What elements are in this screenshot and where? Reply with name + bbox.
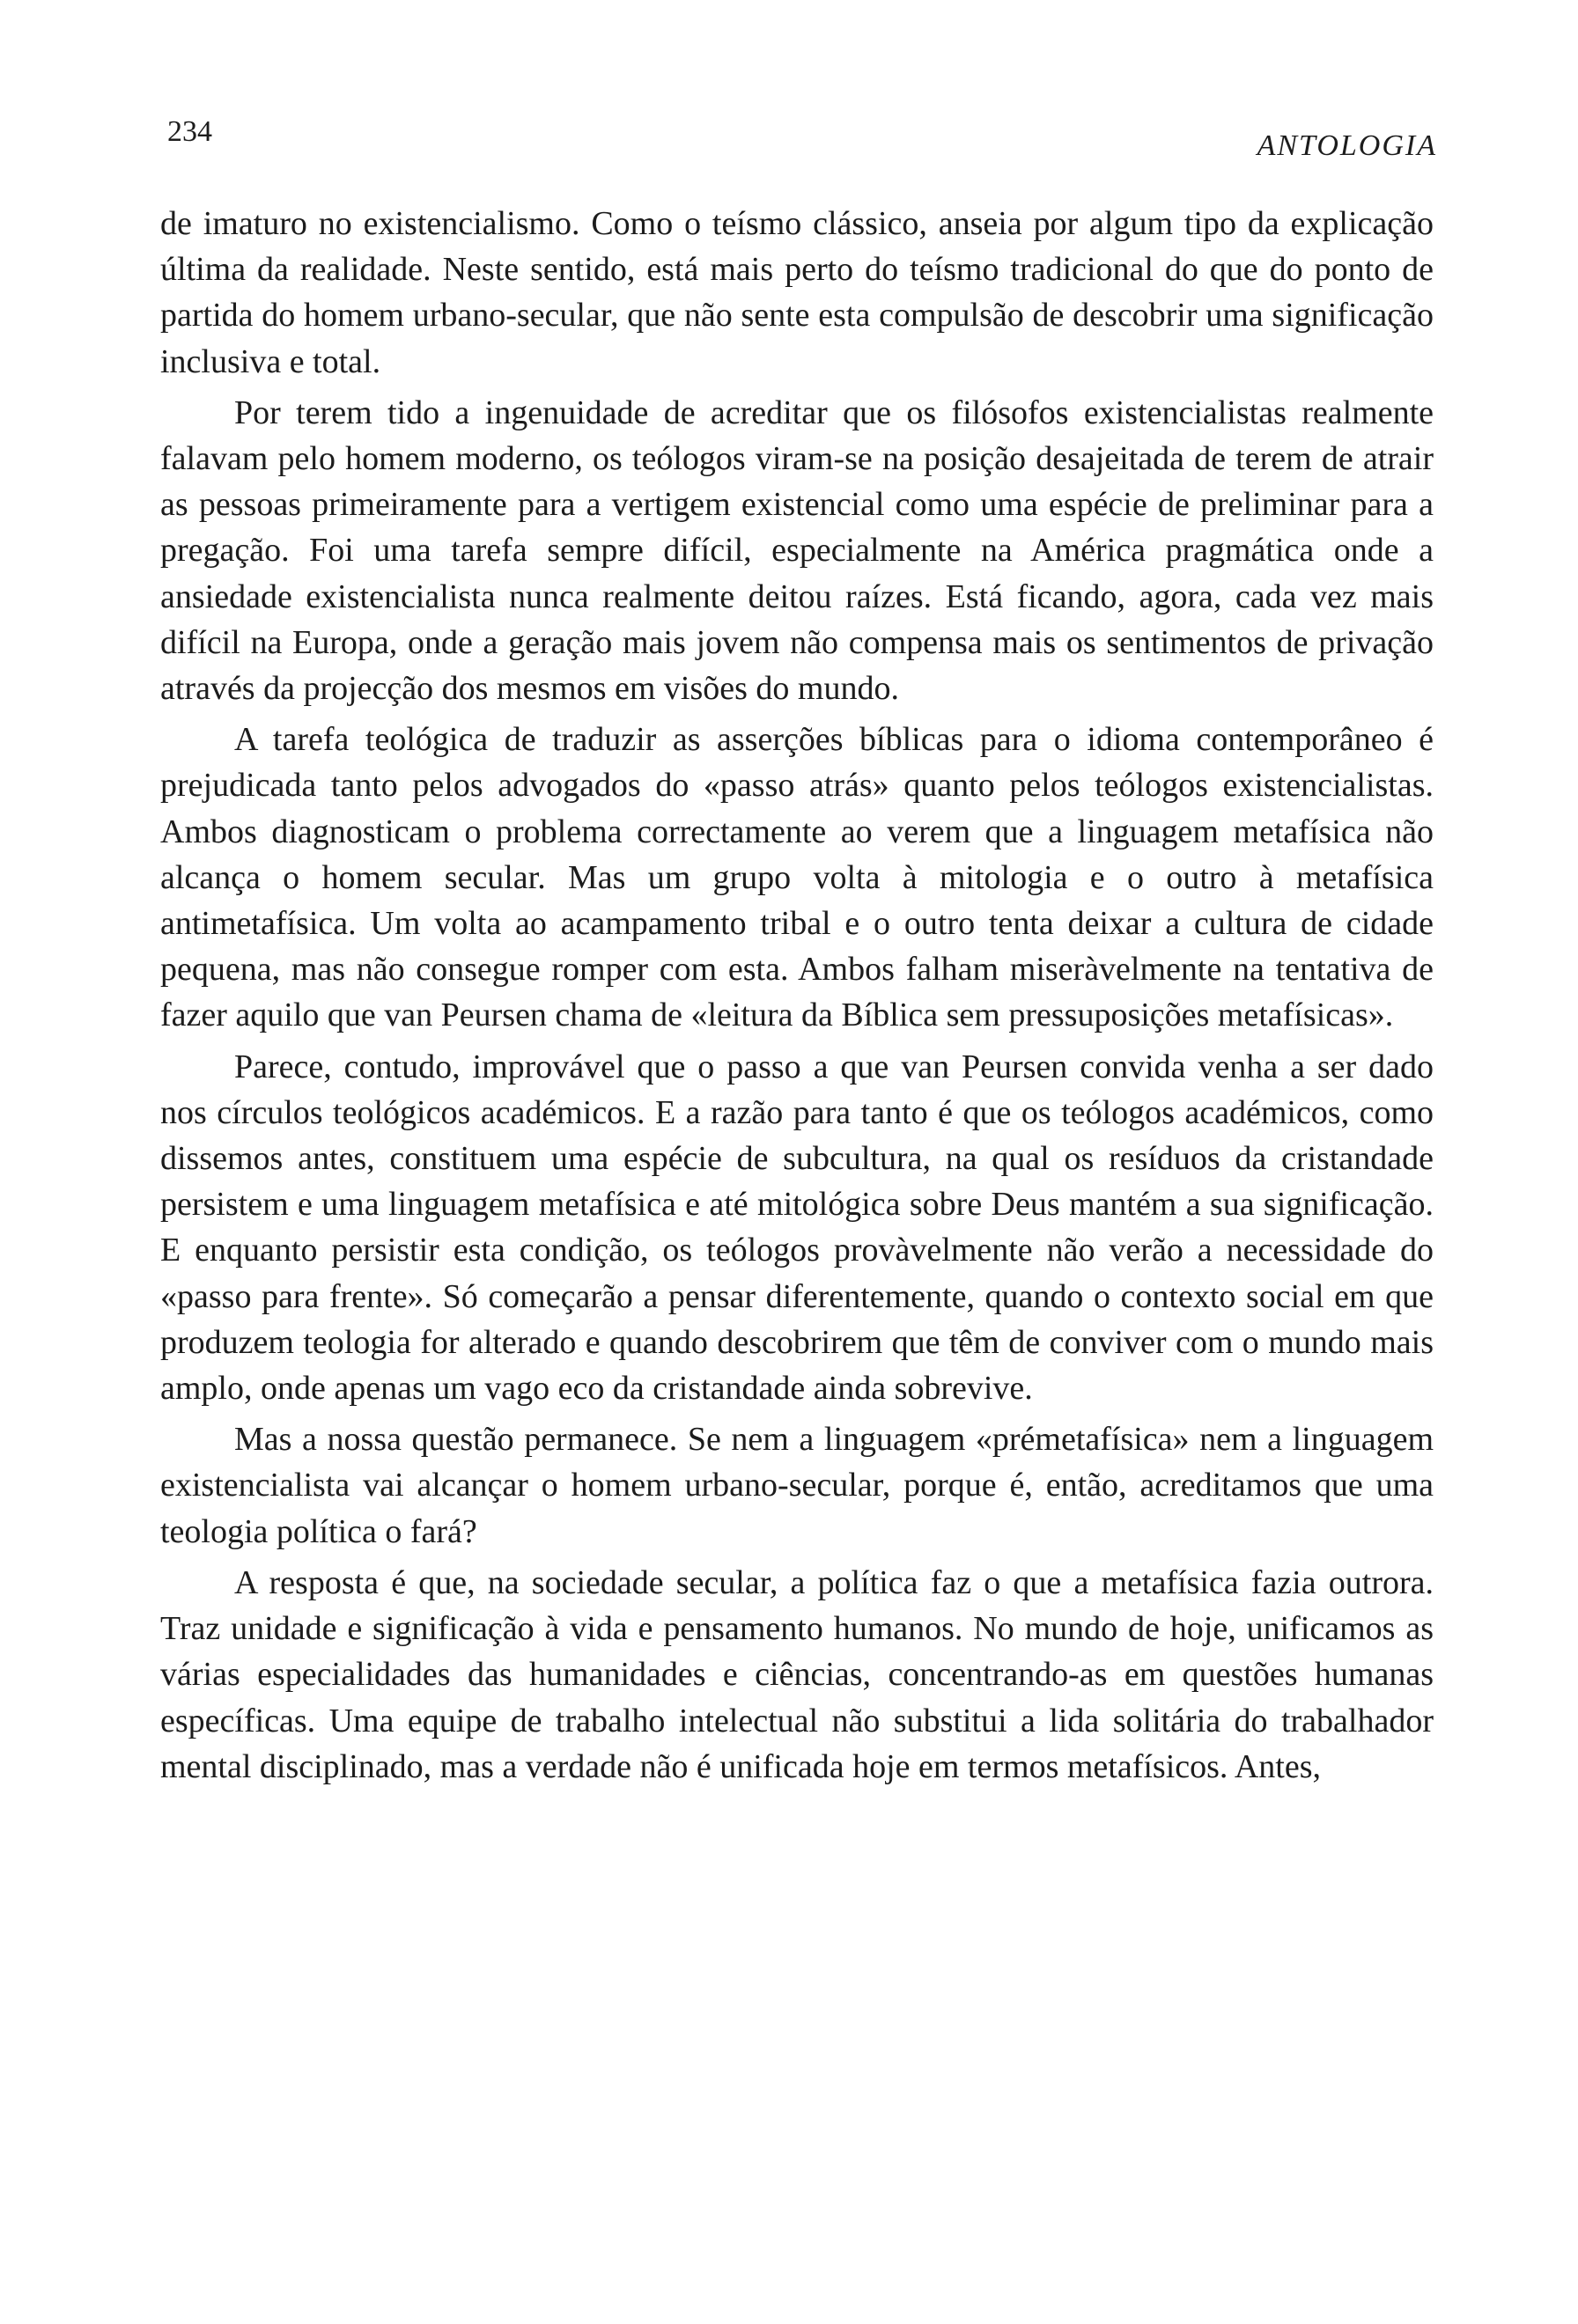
paragraph-continuation: de imaturo no existencialismo. Como o teísmo clássico, anseia por algum tipo da explicação última da realidade. Neste sentido, está mais perto do teísmo tradicional do que do ponto de partida do homem urbano-secular, que não sente esta compulsão de descobrir uma significação inclusiva e total. [160, 205, 1434, 380]
running-head: ANTOLOGIA [1257, 129, 1437, 162]
paragraph: A tarefa teológica de traduzir as asserções bíblicas para o idioma contemporâneo é prejudicada tanto pelos advogados do «passo atrás» quanto pelos teólogos existencialistas. Ambos diagnosticam o problema correctamente ao verem que a linguagem metafísica não alcança o homem secular. Mas um grupo volta à mitologia e o outro à metafísica antimetafísica. Um volta ao acampamento tribal e o outro tenta deixar a cultura de cidade pequena, mas não consegue romper com esta. Ambos falham miseràvelmente na tentativa de fazer aquilo que van Peursen chama de «leitura da Bíblica sem pressuposições metafísicas». [160, 721, 1434, 1034]
page-number: 234 [167, 115, 212, 148]
paragraph: A resposta é que, na sociedade secular, a política faz o que a metafísica fazia outrora. Traz unidade e significação à vida e pensamento humanos. No mundo de hoje, unificamos as várias especialidades das humanidades e ciências, concentrando-as em questões humanas específicas. Uma equipe de trabalho intelectual não substitui a lida solitária do trabalhador mental disciplinado, mas a verdade não é unificada hoje em termos metafísicos. Antes, [160, 1563, 1434, 1785]
paragraph: Parece, contudo, improvável que o passo a que van Peursen convida venha a ser dado nos círculos teológicos académicos. E a razão para tanto é que os teólogos académicos, como dissemos antes, constituem uma espécie de subcultura, na qual os resíduos da cristandade persistem e uma linguagem metafísica e até mitológica sobre Deus mantém a sua significação. E enquanto persistir esta condição, os teólogos provàvelmente não verão a necessidade do «passo para frente». Só começarão a pensar diferentemente, quando o contexto social em que produzem teologia for alterado e quando descobrirem que têm de conviver com o mundo mais amplo, onde apenas um vago eco da cristandade ainda sobrevive. [160, 1048, 1434, 1408]
body-text [160, 201, 1434, 1795]
paragraph: Por terem tido a ingenuidade de acreditar que os filósofos existencialistas realmente falavam pelo homem moderno, os teólogos viram-se na posição desajeitada de terem de atrair as pessoas primeiramente para a vertigem existencial como uma espécie de preliminar para a pregação. Foi uma tarefa sempre difícil, especialmente na América pragmática onde a ansiedade existencialista nunca realmente deitou raízes. Está ficando, agora, cada vez mais difícil na Europa, onde a geração mais jovem não compensa mais os sentimentos de privação através da projecção dos mesmos em visões do mundo. [160, 393, 1434, 708]
paragraph: Mas a nossa questão permanece. Se nem a linguagem «prémetafísica» nem a linguagem existencialista vai alcançar o homem urbano-secular, porque é, então, acreditamos que uma teologia política o fará? [160, 1421, 1434, 1550]
